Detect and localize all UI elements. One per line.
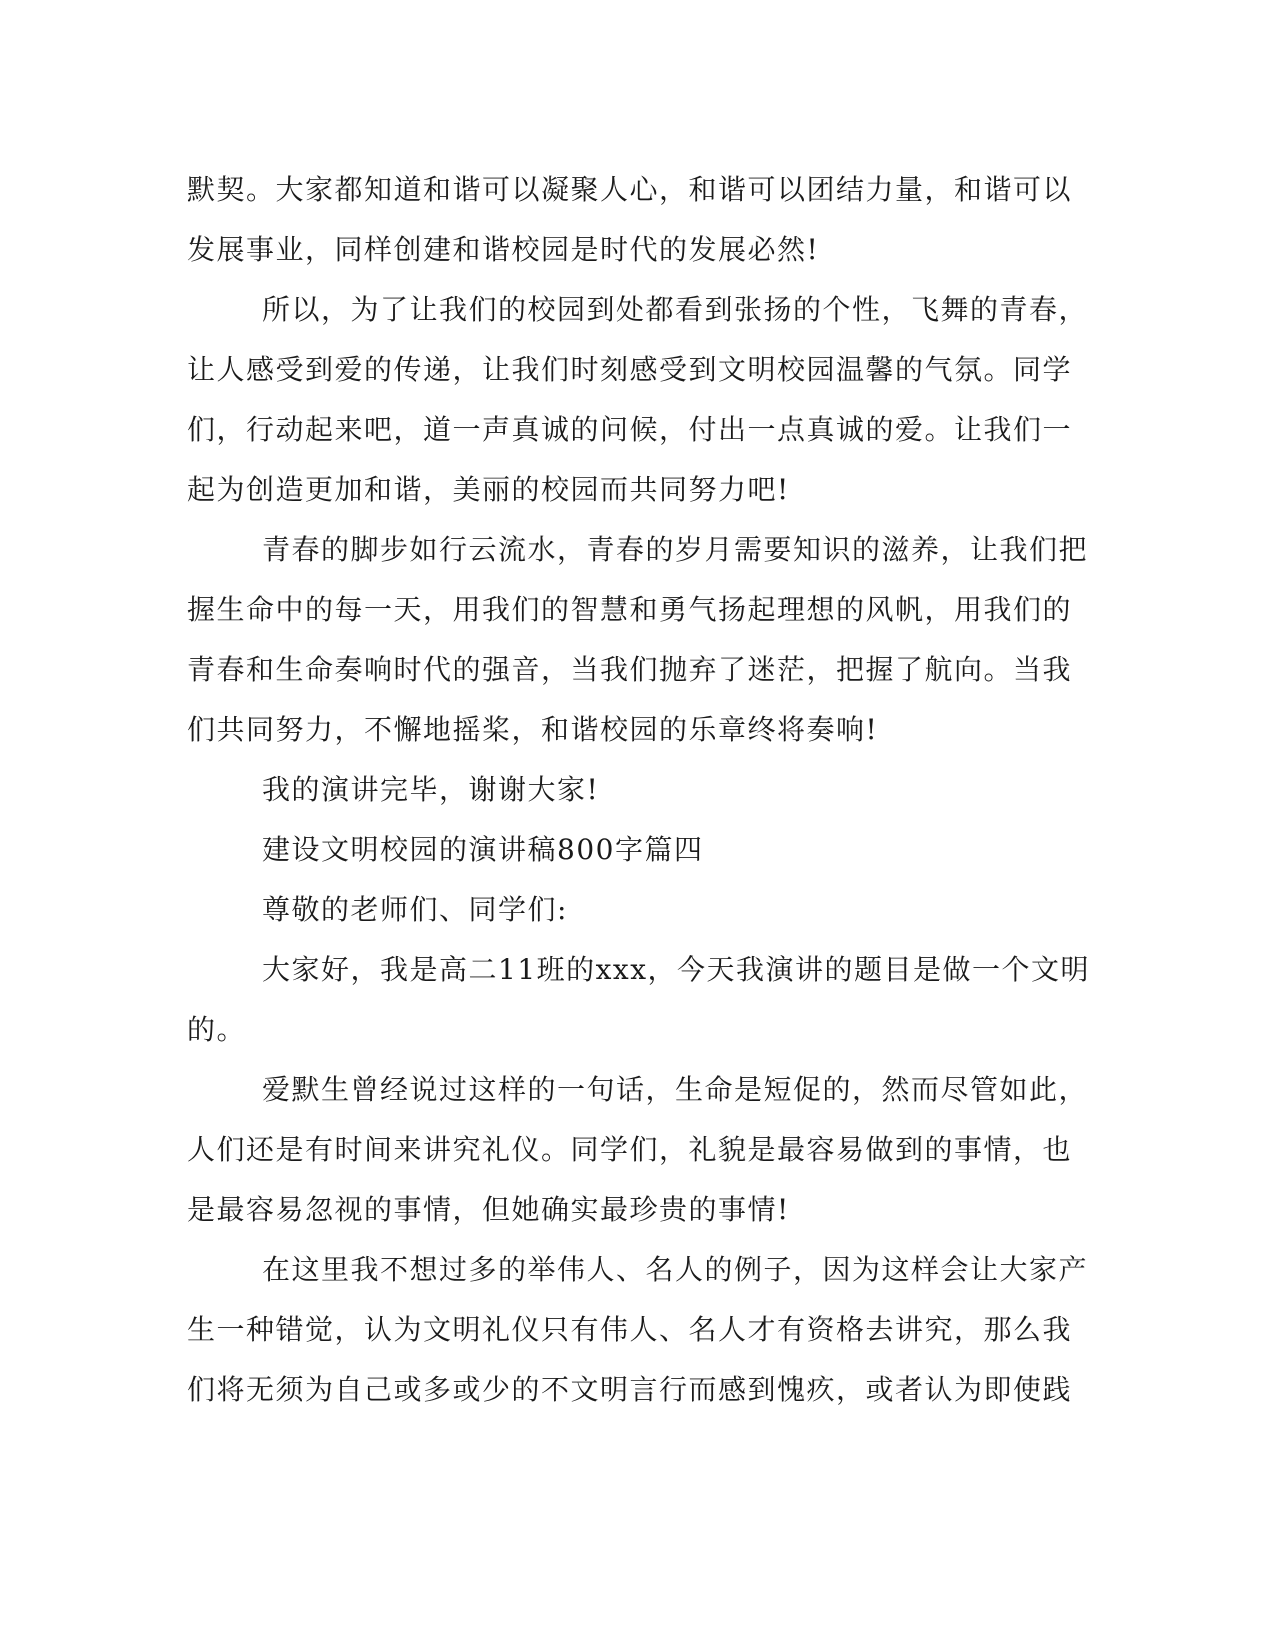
text-line-1: 默契。大家都知道和谐可以凝聚人心，和谐可以团结力量，和谐可以 (187, 173, 1073, 206)
text-line-15: 的。 (187, 1013, 247, 1046)
text-line-4: 让人感受到爱的传递，让我们时刻感受到文明校园温馨的气氛。同学 (187, 353, 1073, 386)
text-line-11: 我的演讲完毕，谢谢大家! (262, 773, 600, 806)
text-line-2: 发展事业，同样创建和谐校园是时代的发展必然! (187, 233, 820, 266)
text-line-21: 们将无须为自己或多或少的不文明言行而感到愧疚，或者认为即使践 (187, 1373, 1073, 1406)
text-line-14: 大家好，我是高二11班的xxx，今天我演讲的题目是做一个文明 (262, 953, 1091, 986)
text-line-10: 们共同努力，不懈地摇桨，和谐校园的乐章终将奏响! (187, 713, 879, 746)
text-line-17: 人们还是有时间来讲究礼仪。同学们，礼貌是最容易做到的事情，也 (187, 1133, 1073, 1166)
text-line-9: 青春和生命奏响时代的强音，当我们抛弃了迷茫，把握了航向。当我 (187, 653, 1073, 686)
text-line-3: 所以，为了让我们的校园到处都看到张扬的个性，飞舞的青春， (262, 293, 1089, 326)
text-line-16: 爱默生曾经说过这样的一句话，生命是短促的，然而尽管如此， (262, 1073, 1089, 1106)
text-line-5: 们，行动起来吧，道一声真诚的问候，付出一点真诚的爱。让我们一 (187, 413, 1073, 446)
text-line-8: 握生命中的每一天，用我们的智慧和勇气扬起理想的风帆，用我们的 (187, 593, 1073, 626)
document-body (187, 160, 1091, 1420)
text-line-6: 起为创造更加和谐，美丽的校园而共同努力吧! (187, 473, 790, 506)
text-line-13: 尊敬的老师们、同学们: (262, 893, 568, 926)
text-line-18: 是最容易忽视的事情，但她确实最珍贵的事情! (187, 1193, 790, 1226)
text-line-19: 在这里我不想过多的举伟人、名人的例子，因为这样会让大家产 (262, 1253, 1089, 1286)
text-line-7: 青春的脚步如行云流水，青春的岁月需要知识的滋养，让我们把 (262, 533, 1089, 566)
section-heading: 建设文明校园的演讲稿800字篇四 (262, 833, 704, 866)
text-line-20: 生一种错觉，认为文明礼仪只有伟人、名人才有资格去讲究，那么我 (187, 1313, 1073, 1346)
